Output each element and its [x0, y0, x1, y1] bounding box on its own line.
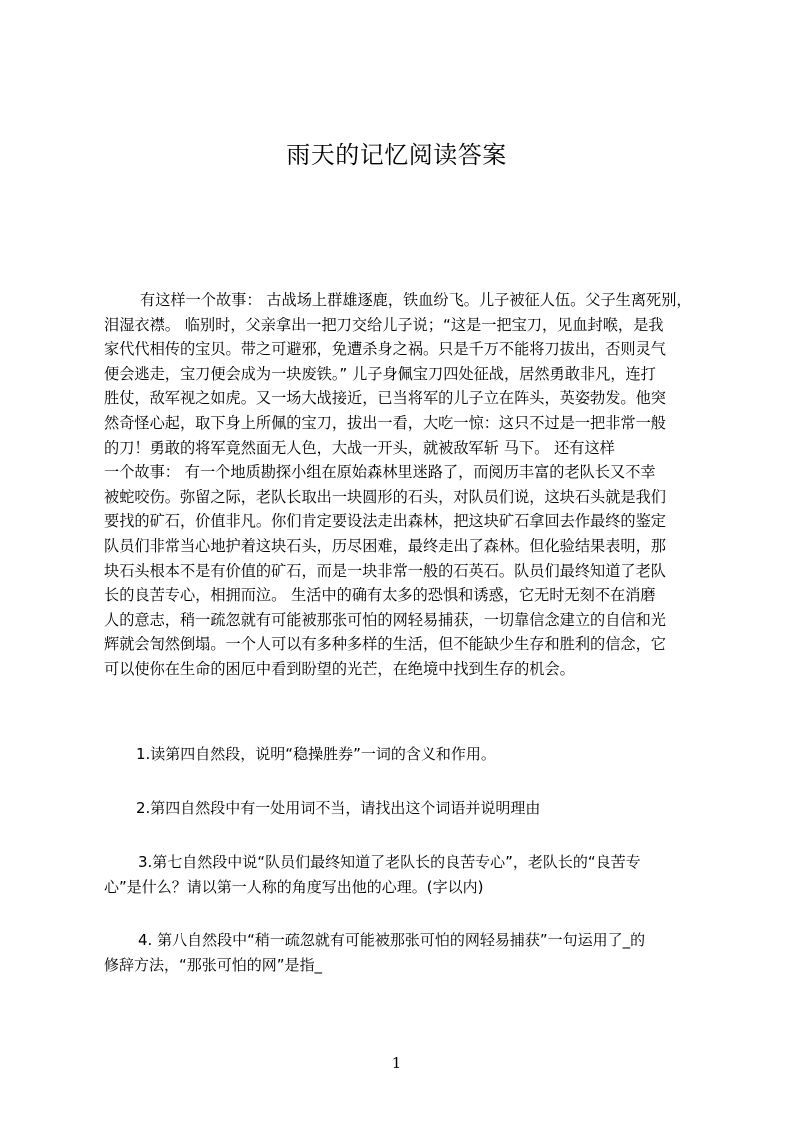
question-line: 2.第四自然段中有一处用词不当，请找出这个词语并说明理由 [136, 799, 541, 817]
passage-line: 胜仗，敌军视之如虎。又一场大战接近，已当将军的儿子立在阵头，英姿勃发。他突 [104, 389, 666, 408]
passage-line: 泪湿衣襟。 临别时，父亲拿出一把刀交给儿子说；“这是一把宝刀，见血封喉，是我 [104, 315, 664, 334]
passage-line: 可以使你在生命的困厄中看到盼望的光芒，在绝境中找到生存的机会。 [104, 659, 575, 678]
passage-line: 便会逃走，宝刀便会成为一块废铁。” 儿子身佩宝刀四处征战，居然勇敢非凡，连打 [104, 364, 656, 383]
question-line: 3.第七自然段中说“队员们最终知道了老队长的良苦专心”，老队长的“良苦专 [138, 853, 641, 871]
passage-line: 块石头根本不是有价值的矿石，而是一块非常一般的石英石。队员们最终知道了老队 [104, 561, 666, 580]
question-line: 4. 第八自然段中“稍一疏忽就有可能被那张可怕的网轻易捕获”一句运用了_的 [138, 931, 646, 949]
passage-line: 被蛇咬伤。弥留之际，老队长取出一块圆形的石头，对队员们说，这块石头就是我们 [104, 487, 666, 506]
page-number: 1 [391, 1054, 402, 1072]
passage-line: 人的意志，稍一疏忽就有可能被那张可怕的网轻易捕获，一切靠信念建立的自信和光 [104, 610, 666, 629]
passage-line: 长的良苦专心，相拥而泣。 生活中的确有太多的恐惧和诱惑，它无时无刻不在消磨 [104, 586, 656, 605]
passage-line: 要找的矿石，价值非凡。你们肯定要设法走出森林，把这块矿石拿回去作最终的鉴定 [104, 512, 666, 531]
passage-line: 然奇怪心起，取下身上所佩的宝刀，拔出一看，大吃一惊：这只不过是一把非常一般 [104, 413, 666, 432]
question-2 [136, 796, 736, 821]
passage-line: 家代代相传的宝贝。带之可避邪，免遭杀身之祸。只是千万不能将刀拔出，否则灵气 [104, 340, 666, 359]
question-line: 修辞方法，“那张可怕的网”是指_ [104, 956, 323, 974]
question-line: 心”是什么？请以第一人称的角度写出他的心理。(字以内) [104, 878, 484, 896]
passage-line: 一个故事： 有一个地质勘探小组在原始森林里迷路了，而阅历丰富的老队长又不幸 [104, 463, 656, 482]
question-3 [104, 850, 704, 900]
question-line: 1.读第四自然段，说明“稳操胜券”一词的含义和作用。 [136, 745, 496, 763]
passage-line: 辉就会訇然倒塌。一个人可以有多种多样的生活，但不能缺少生存和胜利的信念，它 [104, 635, 666, 654]
page-title: 雨天的记忆阅读答案 [286, 141, 507, 169]
passage [104, 288, 698, 682]
question-4 [104, 928, 704, 978]
passage-line: 有这样一个故事： 古战场上群雄逐鹿，铁血纷飞。儿子被征人伍。父子生离死别， [140, 291, 692, 309]
question-1 [136, 742, 736, 767]
passage-line: 队员们非常当心地护着这块石头，历尽困难，最终走出了森林。但化验结果表明，那 [104, 536, 666, 555]
passage-line: 的刀！勇敢的将军竟然面无人色，大战一开头，就被敌军斩 马下。 还有这样 [104, 438, 615, 457]
